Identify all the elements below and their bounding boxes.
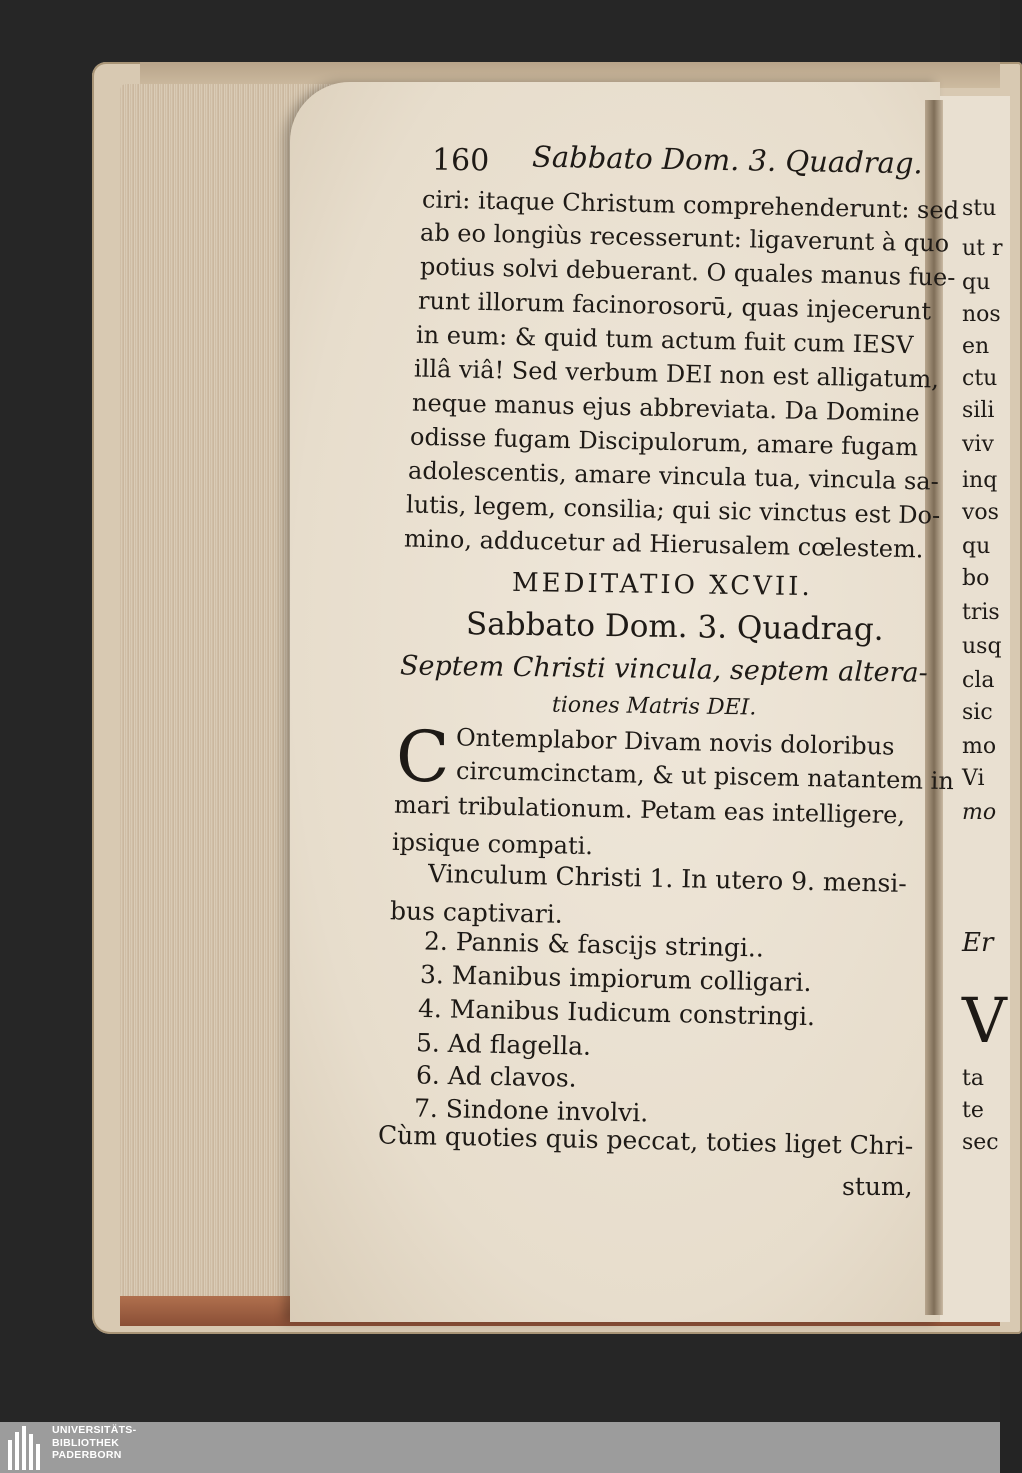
- right-page-fragment: qu: [962, 534, 991, 559]
- right-page-fragment: Vi: [962, 766, 985, 791]
- body-line: runt illorum facinorosorū, quas injecerunt: [417, 286, 932, 326]
- right-page-fragment: cla: [962, 668, 995, 693]
- vinculum-item: 2. Pannis & fascijs stringi..: [423, 926, 765, 963]
- library-name-line: BIBLIOTHEK: [52, 1436, 120, 1449]
- vinculum-item: 4. Manibus Iudicum constringi.: [417, 993, 816, 1032]
- right-page-fragment: Er: [962, 928, 994, 958]
- intro-line: mari tribulationum. Petam eas intelligere,: [393, 790, 906, 830]
- body-line: adolescentis, amare vincula tua, vincula sa-: [407, 456, 940, 496]
- right-page-fragment: sic: [962, 700, 993, 725]
- vinculum-line: Vinculum Christi 1. In utero 9. mensi-: [427, 858, 908, 899]
- right-page-fragment: inq: [962, 468, 998, 493]
- intro-line: circumcinctam, & ut piscem natantem in: [455, 756, 955, 796]
- page-number: 160: [431, 142, 490, 179]
- library-logo-icon: [8, 1426, 44, 1470]
- library-name-line: PADERBORN: [52, 1449, 122, 1461]
- closing-line: Cùm quoties quis peccat, toties liget Chri-: [377, 1120, 914, 1161]
- library-footer-bar: [0, 1422, 1000, 1473]
- right-page-fragment: nos: [962, 302, 1001, 327]
- body-line: mino, adducetur ad Hierusalem cœlestem.: [403, 524, 924, 564]
- meditation-subtitle: Septem Christi vincula, septem altera-: [399, 650, 928, 689]
- right-page-fragment: qu: [962, 270, 991, 295]
- body-line: potius solvi debuerant. O quales manus fue-: [419, 252, 956, 292]
- right-page-fragment: vos: [962, 500, 999, 525]
- drop-cap: C: [396, 716, 450, 798]
- running-title: Sabbato Dom. 3. Quadrag.: [531, 139, 923, 181]
- library-logo-text: [52, 1424, 136, 1462]
- body-line: illâ viâ! Sed verbum DEI non est alligatum,: [413, 354, 940, 394]
- right-page-fragment: V: [962, 984, 1007, 1057]
- right-page-fragment: tris: [962, 600, 1000, 625]
- right-page-fragment: en: [962, 334, 990, 359]
- body-line: ciri: itaque Christum comprehenderunt: sed: [421, 185, 960, 225]
- catchword: stum,: [842, 1172, 913, 1201]
- right-page-fragment: mo: [962, 800, 997, 825]
- vinculum-item: 5. Ad flagella.: [415, 1028, 592, 1061]
- right-page-fragment: sili: [962, 398, 995, 423]
- intro-line: Ontemplabor Divam novis doloribus: [455, 723, 895, 761]
- body-line: lutis, legem, consilia; qui sic vinctus est Do-: [405, 490, 941, 530]
- right-page-fragment: sec: [962, 1130, 999, 1155]
- right-page-fragment: ut r: [962, 236, 1003, 261]
- body-line: in eum: & quid tum actum fuit cum IESV: [415, 320, 914, 360]
- right-page-fragment: ta: [962, 1066, 984, 1091]
- vinculum-line: bus captivari.: [389, 896, 564, 929]
- meditation-number-heading: MEDITATIO XCVII.: [511, 567, 813, 603]
- right-page-fragment: usq: [962, 634, 1002, 659]
- meditation-day-heading: Sabbato Dom. 3. Quadrag.: [465, 606, 884, 648]
- body-line: neque manus ejus abbreviata. Da Domine: [411, 388, 920, 428]
- body-line: ab eo longiùs recesserunt: ligaverunt à quo: [419, 218, 950, 258]
- right-page-fragment: mo: [962, 734, 997, 759]
- library-name-line: UNIVERSITÄTS-: [52, 1424, 137, 1436]
- right-page-fragment: ctu: [962, 366, 998, 391]
- meditation-subtitle-continued: tiones Matris DEI.: [551, 692, 757, 721]
- intro-line: ipsique compati.: [391, 827, 594, 861]
- right-page-fragment: bo: [962, 566, 990, 591]
- right-page-fragment: viv: [962, 432, 994, 457]
- vinculum-item: 3. Manibus impiorum colligari.: [419, 959, 812, 998]
- body-line: odisse fugam Discipulorum, amare fugam: [409, 422, 919, 462]
- vinculum-item: 7. Sindone involvi.: [413, 1093, 649, 1128]
- right-page-fragment: stu: [962, 196, 997, 221]
- right-page-fragment: te: [962, 1098, 984, 1123]
- vinculum-item: 6. Ad clavos.: [415, 1060, 577, 1093]
